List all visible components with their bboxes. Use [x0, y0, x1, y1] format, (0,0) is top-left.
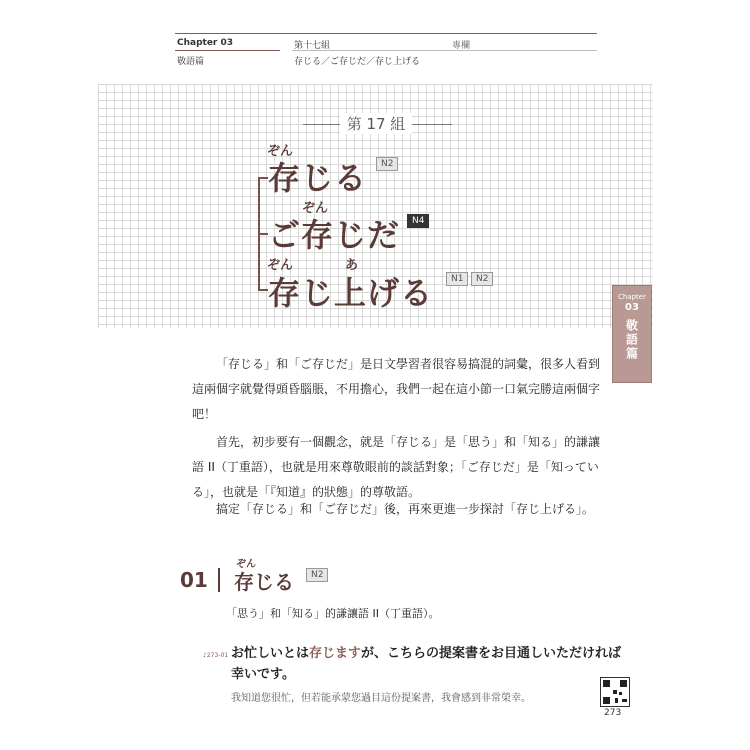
header-chapter: Chapter 03: [177, 38, 234, 48]
title-word-1-ruby: ぞん: [267, 144, 294, 159]
header-rule-top: [175, 33, 597, 34]
page-number: 273: [604, 708, 622, 718]
bracket-tick-1: [258, 177, 268, 179]
title-rule-left: [303, 124, 341, 125]
bracket-tick-3: [258, 289, 268, 291]
section-divider: [218, 568, 220, 592]
side-tab-chapter: Chapter: [618, 293, 646, 301]
title-word-3-badge-2: N2: [471, 272, 493, 286]
title-word-2: ご存じだ: [268, 216, 401, 254]
side-tab-label: 敬語篇: [624, 319, 639, 361]
example-text-c: が、こちらの提案書をお目通しいただければ: [361, 646, 622, 661]
header-rule-mid: [175, 50, 280, 51]
side-tab-number: 03: [625, 302, 639, 313]
section-subtitle: 「思う」和「知る」的謙讓語 II（丁重語）。: [226, 607, 440, 620]
intro-paragraph-3: 搞定「存じる」和「ご存じだ」後，再來更進一步探討「存じ上げる」。: [216, 502, 595, 516]
example-japanese-line-1: [231, 643, 621, 665]
intro-paragraph-2: 首先，初步要有一個觀念，就是「存じる」是「思う」和「知る」的謙讓語 II（丁重語），也就是用來尊敬眼前的談話對象；「ご存じだ」是「知っている」，也就是「『知道』的狀態」的尊敬語。: [192, 435, 601, 499]
example-highlight: 存じます: [309, 646, 362, 661]
audio-track-label[interactable]: ♪273-01: [203, 652, 229, 659]
bracket-tick-2: [258, 233, 268, 235]
section-word-ruby: ぞん: [236, 559, 256, 570]
title-word-3-badge-1: N1: [446, 272, 468, 286]
chapter-side-tab: [612, 285, 652, 383]
qr-code-icon[interactable]: [600, 677, 630, 707]
example-text-a: お忙しいとは: [231, 646, 310, 661]
intro-paragraph-1: 「存じる」和「ご存じだ」是日文學習者很容易搞混的詞彙，很多人看到這兩個字就覺得頭昏腦脹，不用擔心，我們一起在這小節一口氣完勝這兩個字吧！: [192, 357, 601, 421]
example-translation: 我知道您很忙，但若能承蒙您過目這份提案書，我會感到非常榮幸。: [231, 693, 531, 704]
title-word-3-ruby: ぞん: [267, 258, 294, 273]
section-word: 存じる: [234, 570, 294, 594]
header-group: 第十七組: [294, 41, 331, 51]
section-number: 01: [180, 568, 208, 592]
header-group-sub: 存じる／ご存じだ／存じ上げる: [294, 57, 421, 67]
title-word-3-ruby-2: あ: [345, 258, 359, 273]
section-badge: N2: [306, 568, 328, 582]
header-chapter-sub: 敬語篇: [177, 57, 205, 67]
title-word-2-ruby: ぞん: [302, 201, 329, 216]
title-rule-right: [410, 124, 452, 125]
group-heading: 第 17 組: [340, 113, 412, 134]
header-section: 專欄: [452, 41, 471, 51]
title-word-1-badge: N2: [376, 157, 398, 171]
title-word-1: 存じる: [268, 159, 368, 197]
title-word-2-badge: N4: [407, 214, 429, 228]
header-rule-mid-2: [292, 50, 597, 51]
example-japanese-line-2: 幸いです。: [231, 667, 295, 682]
title-word-3: 存じ上げる: [268, 274, 434, 312]
